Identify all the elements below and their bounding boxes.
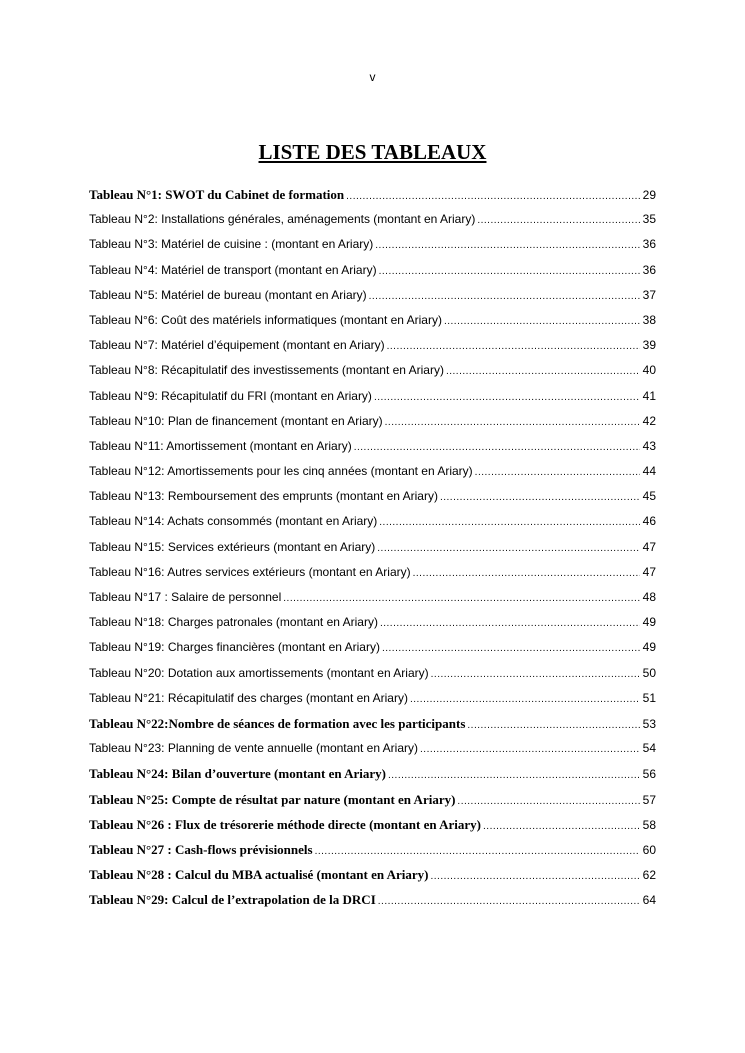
toc-entry-label: Tableau N°18: Charges patronales (montant en Ariary) xyxy=(89,615,378,630)
toc-entry-label: Tableau N°9: Récapitulatif du FRI (montant en Ariary) xyxy=(89,388,372,403)
toc-entry-label: Tableau N°10: Plan de financement (montant en Ariary) xyxy=(89,413,383,428)
dot-leader xyxy=(377,543,639,554)
dot-leader xyxy=(378,896,640,907)
toc-entry-page: 48 xyxy=(642,590,656,604)
toc-entry-page: 53 xyxy=(642,716,656,731)
toc-entry-label: Tableau N°17 : Salaire de personnel xyxy=(89,590,282,604)
toc-entry-page: 47 xyxy=(642,539,656,554)
dot-leader xyxy=(440,492,640,503)
toc-entry-page: 44 xyxy=(642,464,656,479)
dot-leader xyxy=(413,568,640,579)
dot-leader xyxy=(420,744,640,755)
toc-entry-page: 60 xyxy=(642,842,656,857)
toc-entry[interactable] xyxy=(89,187,656,212)
dot-leader xyxy=(431,669,640,680)
toc-entry-label: Tableau N°1: SWOT du Cabinet de formation xyxy=(89,187,345,202)
toc-entry[interactable] xyxy=(89,489,656,514)
toc-entry[interactable] xyxy=(89,792,656,817)
dot-leader xyxy=(430,871,639,882)
toc-entry-label: Tableau N°23: Planning de vente annuelle (montant en Ariary) xyxy=(89,741,419,756)
toc-entry-label: Tableau N°15: Services extérieurs (montant en Ariary) xyxy=(89,539,376,554)
toc-entry[interactable] xyxy=(89,439,656,464)
dot-leader xyxy=(387,341,640,352)
toc-entry[interactable] xyxy=(89,514,656,539)
toc-entry[interactable] xyxy=(89,540,656,565)
toc-entry-page: 41 xyxy=(642,388,656,403)
toc-entry[interactable] xyxy=(89,363,656,388)
toc-entry[interactable] xyxy=(89,691,656,716)
toc-entry[interactable] xyxy=(89,716,656,741)
toc-entry[interactable] xyxy=(89,237,656,262)
table-list xyxy=(89,187,656,917)
toc-entry-page: 39 xyxy=(642,338,656,353)
dot-leader xyxy=(374,392,640,403)
toc-entry-page: 35 xyxy=(642,212,656,227)
toc-entry[interactable] xyxy=(89,615,656,640)
dot-leader xyxy=(382,643,640,654)
toc-entry-label: Tableau N°26 : Flux de trésorerie méthode directe (montant en Ariary) xyxy=(89,816,482,832)
toc-entry[interactable] xyxy=(89,842,656,867)
toc-entry[interactable] xyxy=(89,389,656,414)
toc-entry-page: 49 xyxy=(642,615,656,630)
dot-leader xyxy=(380,618,640,629)
toc-entry[interactable] xyxy=(89,766,656,791)
toc-entry-label: Tableau N°27 : Cash-flows prévisionnels xyxy=(89,841,313,857)
dot-leader xyxy=(354,442,640,453)
toc-entry-label: Tableau N°16: Autres services extérieurs (montant en Ariary) xyxy=(89,564,411,579)
toc-entry-page: 51 xyxy=(642,690,656,705)
toc-entry[interactable] xyxy=(89,464,656,489)
page-title: LISTE DES TABLEAUX xyxy=(258,140,487,164)
dot-leader xyxy=(379,266,640,277)
dot-leader xyxy=(483,821,640,832)
toc-entry[interactable] xyxy=(89,817,656,842)
dot-leader xyxy=(346,191,640,202)
toc-entry-page: 38 xyxy=(642,312,656,327)
toc-entry-page: 37 xyxy=(642,287,656,302)
toc-entry-page: 29 xyxy=(642,188,656,202)
dot-leader xyxy=(375,240,639,251)
toc-entry-label: Tableau N°29: Calcul de l’extrapolation de la DRCI xyxy=(89,892,376,908)
toc-entry-page: 56 xyxy=(642,767,656,782)
dot-leader xyxy=(475,467,640,478)
dot-leader xyxy=(444,316,640,327)
toc-entry-label: Tableau N°20: Dotation aux amortissements (montant en Ariary) xyxy=(89,665,429,680)
toc-entry-page: 40 xyxy=(642,363,656,378)
toc-entry-label: Tableau N°4: Matériel de transport (montant en Ariary) xyxy=(89,262,377,277)
dot-leader xyxy=(385,417,640,428)
toc-entry-label: Tableau N°3: Matériel de cuisine : (montant en Ariary) xyxy=(89,237,374,252)
toc-entry[interactable] xyxy=(89,565,656,590)
toc-entry-page: 36 xyxy=(642,262,656,277)
dot-leader xyxy=(315,846,640,857)
toc-entry[interactable] xyxy=(89,288,656,313)
toc-entry-label: Tableau N°12: Amortissements pour les cinq années (montant en Ariary) xyxy=(89,464,473,479)
toc-entry-label: Tableau N°2: Installations générales, aménagements (montant en Ariary) xyxy=(89,212,476,227)
toc-entry-label: Tableau N°14: Achats consommés (montant en Ariary) xyxy=(89,514,378,529)
dot-leader xyxy=(446,366,640,377)
toc-entry-label: Tableau N°25: Compte de résultat par nature (montant en Ariary) xyxy=(89,791,456,807)
toc-entry[interactable] xyxy=(89,313,656,338)
dot-leader xyxy=(457,796,639,807)
toc-entry-label: Tableau N°28 : Calcul du MBA actualisé (montant en Ariary) xyxy=(89,867,429,883)
toc-entry-label: Tableau N°13: Remboursement des emprunts (montant en Ariary) xyxy=(89,489,438,504)
toc-entry-page: 42 xyxy=(642,413,656,428)
dot-leader xyxy=(283,593,639,604)
toc-entry-label: Tableau N°8: Récapitulatif des investissements (montant en Ariary) xyxy=(89,363,444,378)
toc-entry[interactable] xyxy=(89,338,656,363)
toc-entry-page: 58 xyxy=(642,817,656,832)
page-number: v xyxy=(369,70,376,84)
toc-entry[interactable] xyxy=(89,263,656,288)
toc-entry-page: 43 xyxy=(642,438,656,453)
toc-entry[interactable] xyxy=(89,867,656,892)
toc-entry-page: 46 xyxy=(642,514,656,529)
toc-entry-label: Tableau N°5: Matériel de bureau (montant en Ariary) xyxy=(89,287,367,302)
toc-entry-page: 50 xyxy=(642,665,656,680)
dot-leader xyxy=(388,770,640,781)
dot-leader xyxy=(369,291,640,302)
toc-entry[interactable] xyxy=(89,212,656,237)
toc-entry-label: Tableau N°19: Charges financières (montant en Ariary) xyxy=(89,640,380,655)
toc-entry[interactable] xyxy=(89,741,656,766)
toc-entry-label: Tableau N°6: Coût des matériels informatiques (montant en Ariary) xyxy=(89,312,442,327)
toc-entry-label: Tableau N°11: Amortissement (montant en Ariary) xyxy=(89,438,352,453)
toc-entry[interactable] xyxy=(89,892,656,917)
toc-entry-page: 47 xyxy=(642,564,656,579)
toc-entry-page: 49 xyxy=(642,640,656,655)
dot-leader xyxy=(410,694,640,705)
toc-entry-page: 36 xyxy=(642,237,656,252)
dot-leader xyxy=(477,215,639,226)
toc-entry-page: 62 xyxy=(642,868,656,883)
toc-entry-page: 57 xyxy=(642,792,656,807)
toc-entry[interactable] xyxy=(89,666,656,691)
toc-entry-label: Tableau N°7: Matériel d’équipement (montant en Ariary) xyxy=(89,338,385,353)
toc-entry[interactable] xyxy=(89,590,656,615)
dot-leader xyxy=(467,720,639,731)
toc-entry-page: 45 xyxy=(642,489,656,504)
toc-entry-label: Tableau N°24: Bilan d’ouverture (montant en Ariary) xyxy=(89,766,386,782)
toc-entry-page: 64 xyxy=(642,893,656,908)
toc-entry-label: Tableau N°22:Nombre de séances de formation avec les participants xyxy=(89,715,466,731)
toc-entry[interactable] xyxy=(89,414,656,439)
dot-leader xyxy=(379,517,639,528)
toc-entry-label: Tableau N°21: Récapitulatif des charges (montant en Ariary) xyxy=(89,690,408,705)
toc-entry[interactable] xyxy=(89,640,656,665)
toc-entry-page: 54 xyxy=(642,741,656,756)
